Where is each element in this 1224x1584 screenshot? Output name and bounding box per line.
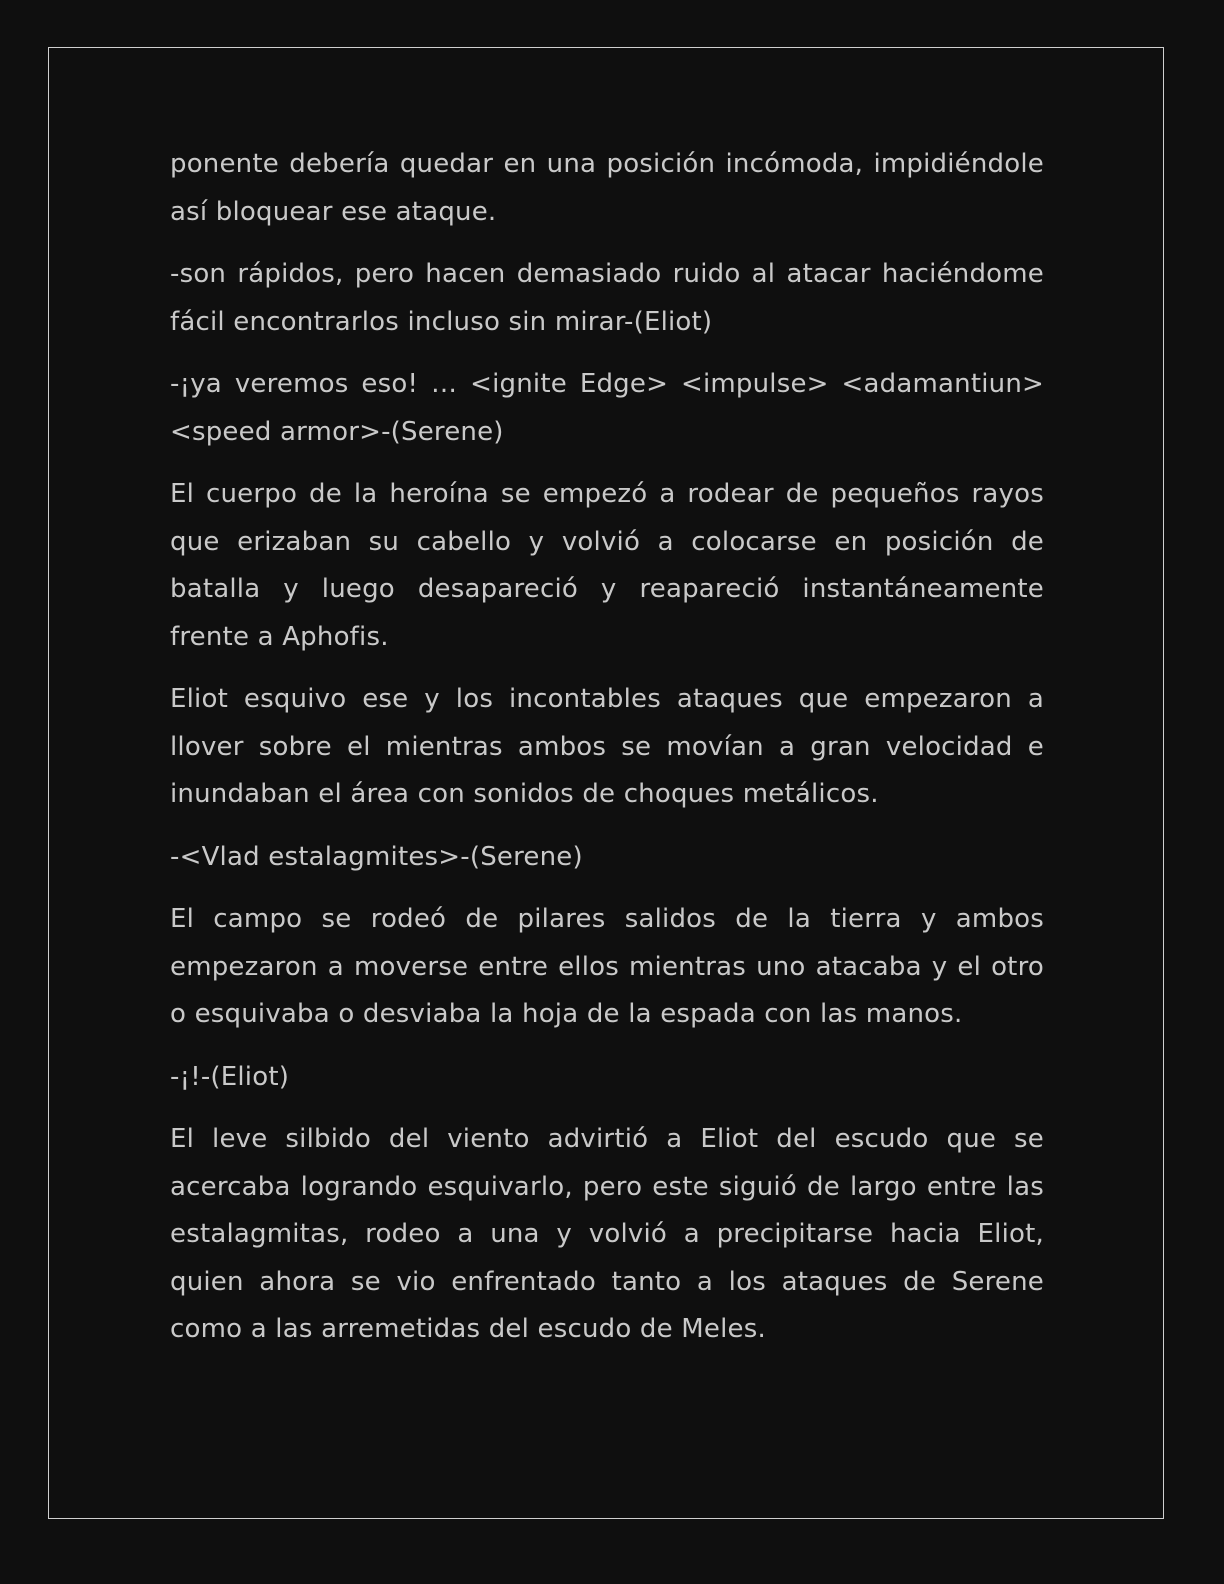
paragraph-3: Eliot esquivo ese y los incontables ataques que empezaron a llover sobre el mientras ambos se movían a gran velocidad e inundaban el área con sonidos de choques metálicos. xyxy=(170,684,1044,809)
paragraph-1: ponente debería quedar en una posición incómoda, impidiéndole así bloquear ese ataque. xyxy=(170,149,1044,227)
dialogue-serene-2: -<Vlad estalagmites>-(Serene) xyxy=(170,841,583,872)
paragraph-4: El campo se rodeó de pilares salidos de la tierra y ambos empezaron a moverse entre ellos mientras uno atacaba y el otro o esquivaba o desviaba la hoja de la espada con las manos. xyxy=(170,904,1044,1029)
dialogue-eliot-1: -son rápidos, pero hacen demasiado ruido al atacar haciéndome fácil encontrarlos incluso sin mirar-(Eliot) xyxy=(170,259,1044,337)
dialogue-eliot-2: -¡!-(Eliot) xyxy=(170,1061,290,1092)
paragraph-5: El leve silbido del viento advirtió a Eliot del escudo que se acercaba logrando esquivarlo, pero este siguió de largo entre las estalagmitas, rodeo a una y volvió a precipitarse hacia Eliot, quien ahora se vio enfrentado tanto a los ataques de Serene como a las arremetidas del escudo de Meles. xyxy=(170,1124,1044,1344)
document-body xyxy=(170,141,1044,1354)
dialogue-serene-1: -¡ya veremos eso! … <ignite Edge> <impulse> <adamantiun> <speed armor>-(Serene) xyxy=(170,369,1044,447)
paragraph-2: El cuerpo de la heroína se empezó a rodear de pequeños rayos que erizaban su cabello y volvió a colocarse en posición de batalla y luego desapareció y reapareció instantáneamente frente a Aphofis. xyxy=(170,479,1044,652)
